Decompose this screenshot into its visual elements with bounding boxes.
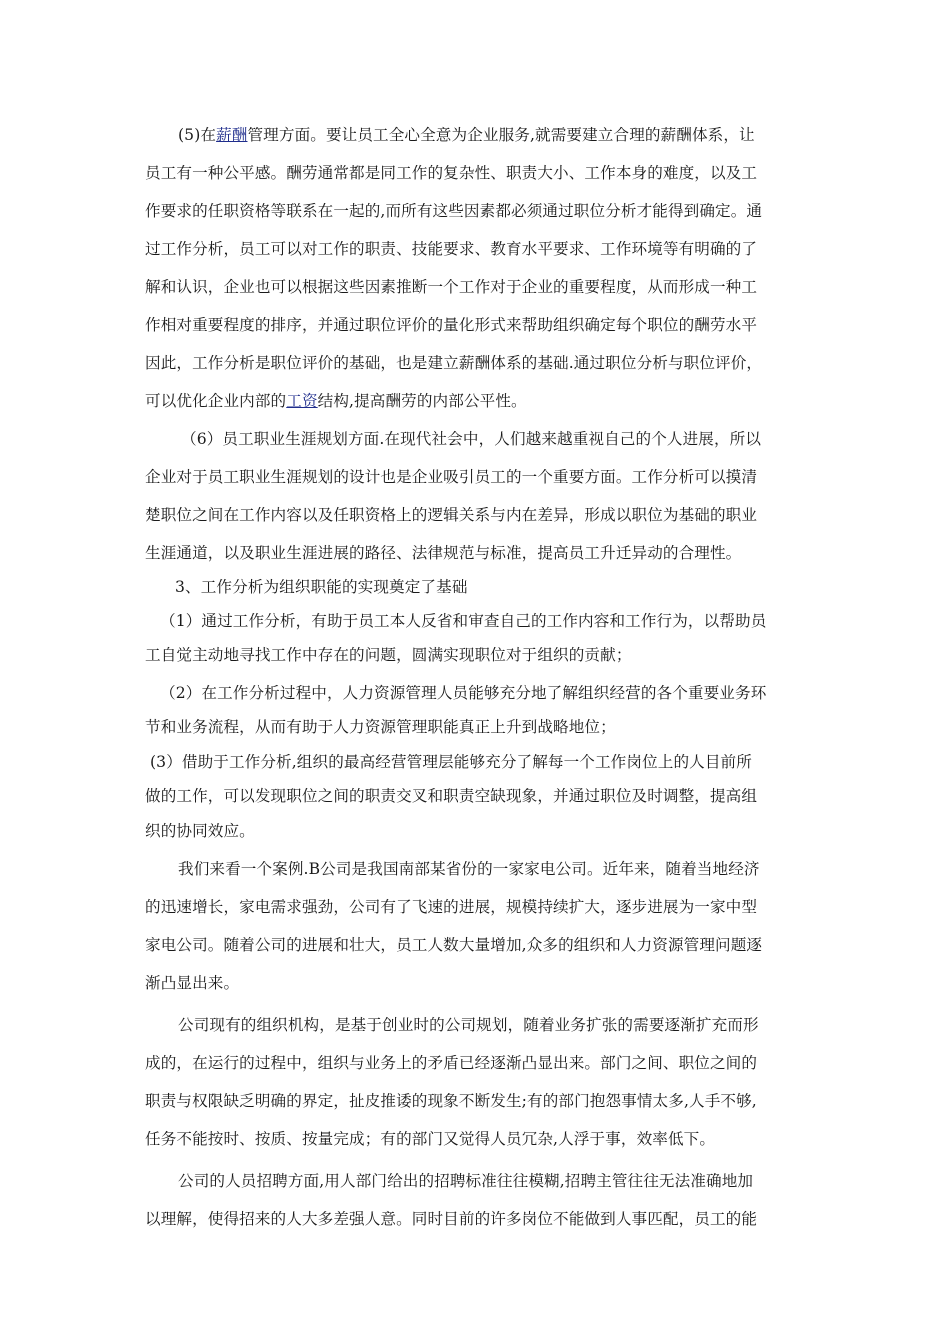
text-line: 企业对于员工职业生涯规划的设计也是企业吸引员工的一个重要方面。工作分析可以摸清 <box>145 468 758 486</box>
text-line: 生涯通道，以及职业生涯进展的路径、法律规范与标准，提高员工升迁异动的合理性。 <box>145 544 742 562</box>
text-line: 楚职位之间在工作内容以及任职资格上的逻辑关系与内在差异，形成以职位为基础的职业 <box>145 506 758 524</box>
paragraph-5-last-line: 可以优化企业内部的工资结构,提高酬劳的内部公平性。 <box>145 392 527 410</box>
text-line: 因此，工作分析是职位评价的基础，也是建立薪酬体系的基础.通过职位分析与职位评价， <box>145 354 763 372</box>
text-line: 工自觉主动地寻找工作中存在的问题，圆满实现职位对于组织的贡献； <box>145 646 632 664</box>
text-line: 渐凸显出来。 <box>145 974 240 992</box>
text-line: 织的协同效应。 <box>145 822 255 840</box>
text-line: 做的工作，可以发现职位之间的职责交叉和职责空缺现象，并通过职位及时调整，提高组 <box>145 787 758 805</box>
text-line: 作相对重要程度的排序，并通过职位评价的量化形式来帮助组织确定每个职位的酬劳水平 <box>145 316 758 334</box>
recruit-paragraph-line-1: 公司的人员招聘方面,用人部门给出的招聘标准往往模糊,招聘主管往往无法准确地加 <box>178 1172 754 1190</box>
text-line: 以理解，使得招来的人大多差强人意。同时目前的许多岗位不能做到人事匹配，员工的能 <box>145 1210 758 1228</box>
text-line: 解和认识，企业也可以根据这些因素推断一个工作对于企业的重要程度，从而形成一种工 <box>145 278 758 296</box>
case-paragraph-line-1: 我们来看一个案例.B公司是我国南部某省份的一家家电公司。近年来，随着当地经济 <box>178 860 760 878</box>
item-1-line-1: （1）通过工作分析，有助于员工本人反省和审查自己的工作内容和工作行为，以帮助员 <box>160 612 767 630</box>
text-line: 成的，在运行的过程中，组织与业务上的矛盾已经逐渐凸显出来。部门之间、职位之间的 <box>145 1054 758 1072</box>
text-line: 过工作分析，员工可以对工作的职责、技能要求、教育水平要求、工作环境等有明确的了 <box>145 240 758 258</box>
paragraph-5-line-1: (5)在薪酬管理方面。要让员工全心全意为企业服务,就需要建立合理的薪酬体系，让 <box>178 126 755 144</box>
paragraph-6-line-1: （6）员工职业生涯规划方面.在现代社会中，人们越来越重视自己的个人进展，所以 <box>181 430 762 448</box>
text-line: 员工有一种公平感。酬劳通常都是同工作的复杂性、职责大小、工作本身的难度，以及工 <box>145 164 758 182</box>
text-line: 节和业务流程，从而有助于人力资源管理职能真正上升到战略地位； <box>145 718 616 736</box>
text-line: 职责与权限缺乏明确的界定，扯皮推诿的现象不断发生;有的部门抱怨事情太多,人手不够, <box>145 1092 757 1110</box>
text-line: 家电公司。随着公司的进展和壮大，员工人数大量增加,众多的组织和人力资源管理问题逐 <box>145 936 763 954</box>
section-heading-3: 3、工作分析为组织职能的实现奠定了基础 <box>175 578 468 596</box>
link-wages[interactable]: 工资 <box>286 392 318 410</box>
item-3-line-1: (3）借助于工作分析,组织的最高经营管理层能够充分了解每一个工作岗位上的人目前所 <box>150 753 752 771</box>
text-line: 任务不能按时、按质、按量完成；有的部门又觉得人员冗杂,人浮于事，效率低下。 <box>145 1130 716 1148</box>
org-paragraph-line-1: 公司现有的组织机构，是基于创业时的公司规划，随着业务扩张的需要逐渐扩充而形 <box>178 1016 759 1034</box>
text-line: 的迅速增长，家电需求强劲，公司有了飞速的进展，规模持续扩大，逐步进展为一家中型 <box>145 898 758 916</box>
text-line: 作要求的任职资格等联系在一起的,而所有这些因素都必须通过职位分析才能得到确定。通 <box>145 202 763 220</box>
item-2-line-1: （2）在工作分析过程中，人力资源管理人员能够充分地了解组织经营的各个重要业务环 <box>160 684 767 702</box>
link-salary[interactable]: 薪酬 <box>216 126 248 144</box>
